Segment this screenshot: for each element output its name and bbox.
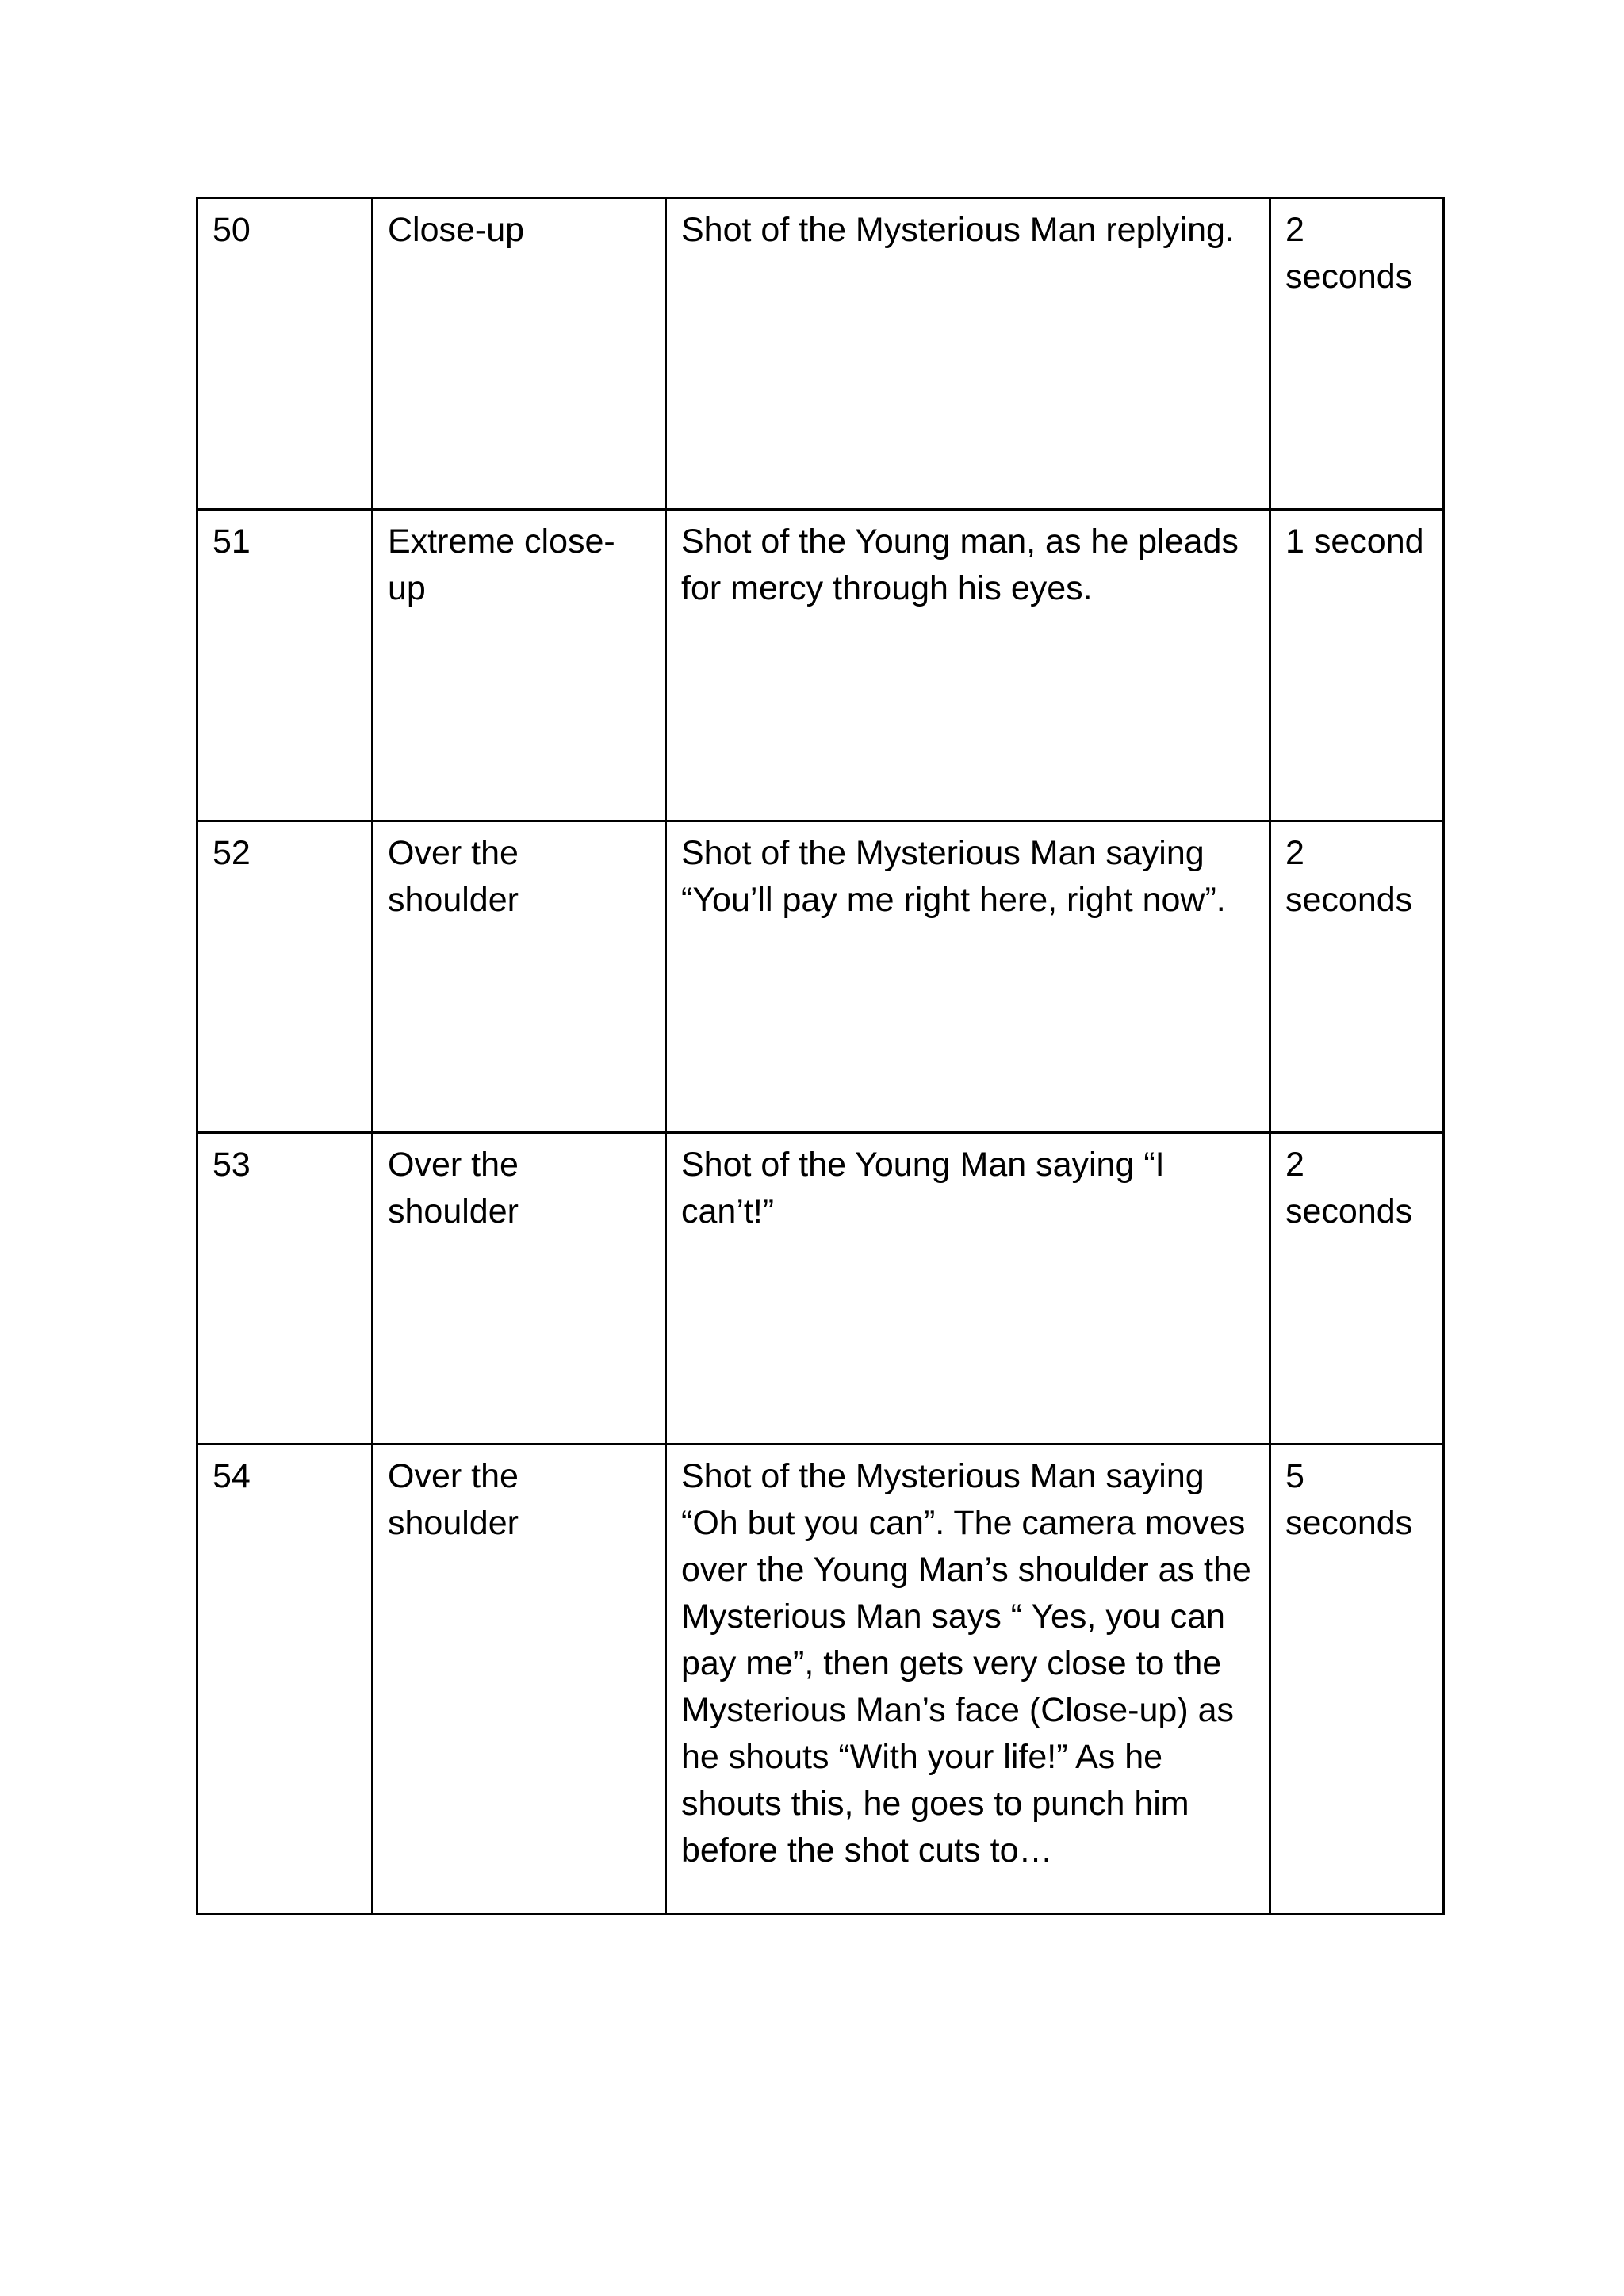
shot-description: Shot of the Young man, as he pleads for mercy through his eyes.	[666, 510, 1270, 821]
shot-type: Over the shoulder	[373, 1445, 666, 1915]
table-row	[197, 1445, 1444, 1915]
shot-description: Shot of the Young Man saying “I can’t!”	[666, 1133, 1270, 1445]
shot-number: 53	[197, 1133, 373, 1445]
table-row	[197, 198, 1444, 510]
shot-type: Over the shoulder	[373, 821, 666, 1133]
shot-duration: 2 seconds	[1270, 198, 1444, 510]
shot-type: Over the shoulder	[373, 1133, 666, 1445]
shot-duration: 1 second	[1270, 510, 1444, 821]
shot-number: 52	[197, 821, 373, 1133]
table-row	[197, 1133, 1444, 1445]
shot-duration: 2 seconds	[1270, 821, 1444, 1133]
shot-list-table	[196, 197, 1445, 1915]
table-row	[197, 821, 1444, 1133]
shot-description: Shot of the Mysterious Man replying.	[666, 198, 1270, 510]
table-row	[197, 510, 1444, 821]
shot-description: Shot of the Mysterious Man saying “You’ll pay me right here, right now”.	[666, 821, 1270, 1133]
shot-number: 51	[197, 510, 373, 821]
shot-number: 50	[197, 198, 373, 510]
shot-duration: 2 seconds	[1270, 1133, 1444, 1445]
shot-duration: 5 seconds	[1270, 1445, 1444, 1915]
shot-description: Shot of the Mysterious Man saying “Oh but you can”. The camera moves over the Young Man’s shoulder as the Mysterious Man says “ Yes, you can pay me”, then gets very close to the Mysterious Man’s face (Close-up) as he shouts “With your life!” As he shouts this, he goes to punch him before the shot cuts to…	[666, 1445, 1270, 1915]
shot-number: 54	[197, 1445, 373, 1915]
shot-type: Extreme close-up	[373, 510, 666, 821]
shot-type: Close-up	[373, 198, 666, 510]
